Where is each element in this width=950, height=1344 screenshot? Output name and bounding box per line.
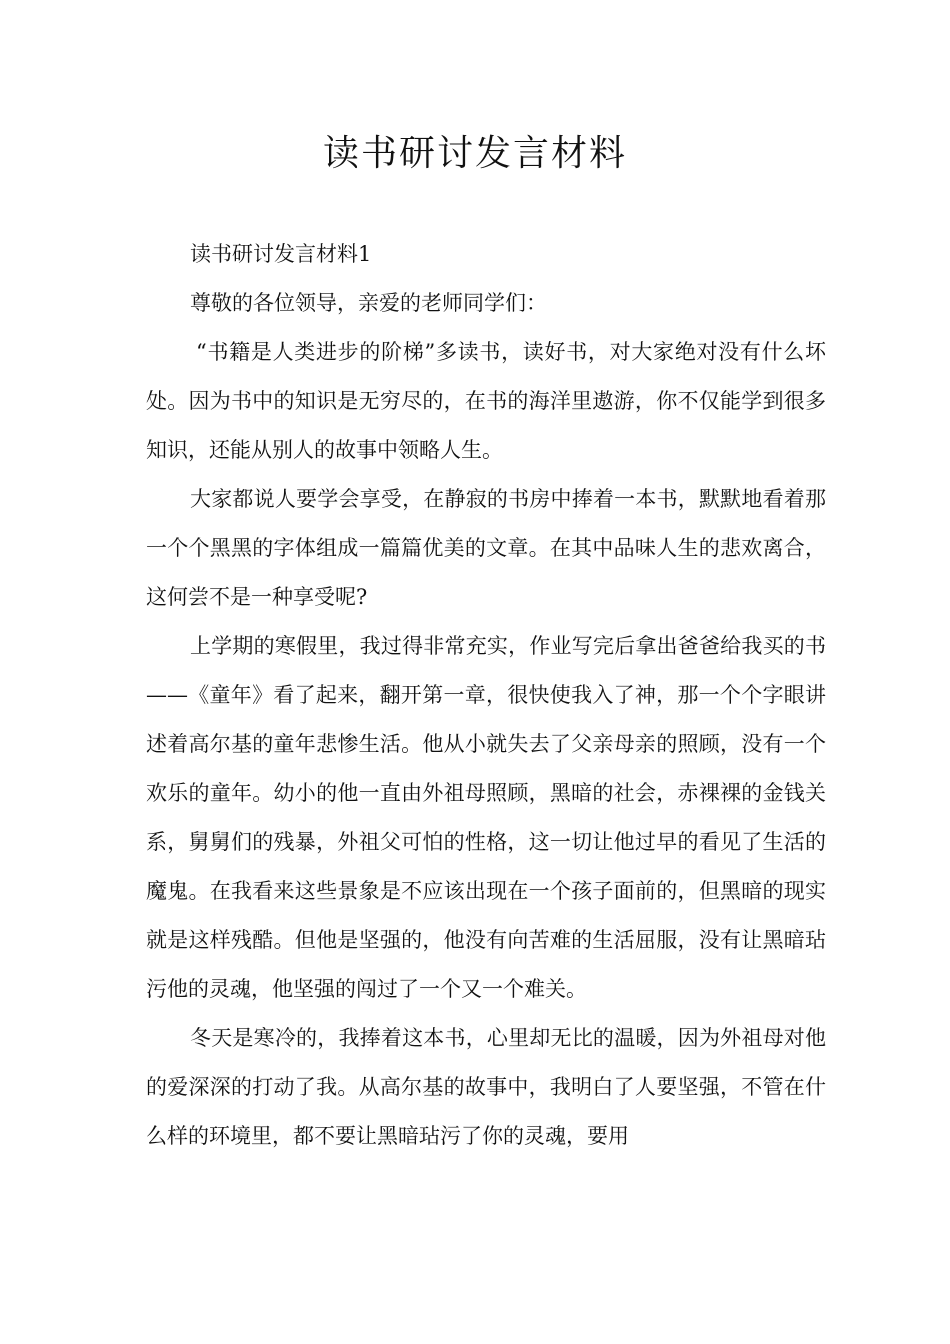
paragraph: “书籍是人类进步的阶梯”多读书，读好书，对大家绝对没有什么坏处。因为书中的知识是无穷尽的，在书的海洋里遨游，你不仅能学到很多知识，还能从别人的故事中领略人生。 <box>146 340 826 462</box>
paragraph: 冬天是寒冷的，我捧着这本书，心里却无比的温暖，因为外祖母对他的爱深深的打动了我。从高尔基的故事中，我明白了人要坚强，不管在什么样的环境里，都不要让黑暗玷污了你的灵魂，要用 <box>146 1026 826 1148</box>
document-body <box>146 230 826 1161</box>
section-heading: 读书研讨发言材料1 <box>190 242 372 266</box>
paragraph: 大家都说人要学会享受，在静寂的书房中捧着一本书，默默地看着那一个个黑黑的字体组成一篇篇优美的文章。在其中品味人生的悲欢离合，这何尝不是一种享受呢? <box>146 487 826 609</box>
paragraph: 上学期的寒假里，我过得非常充实，作业写完后拿出爸爸给我买的书——《童年》看了起来，翻开第一章，很快使我入了神，那一个个字眼讲述着高尔基的童年悲惨生活。他从小就失去了父亲母亲的照顾，没有一个欢乐的童年。幼小的他一直由外祖母照顾，黑暗的社会，赤裸裸的金钱关系，舅舅们的残暴，外祖父可怕的性格，这一切让他过早的看见了生活的魔鬼。在我看来这些景象是不应该出现在一个孩子面前的，但黑暗的现实就是这样残酷。但他是坚强的，他没有向苦难的生活屈服，没有让黑暗玷污他的灵魂，他坚强的闯过了一个又一个难关。 <box>146 634 826 1001</box>
document-title: 读书研讨发言材料 <box>322 133 627 174</box>
salutation: 尊敬的各位领导，亲爱的老师同学们： <box>190 291 547 315</box>
